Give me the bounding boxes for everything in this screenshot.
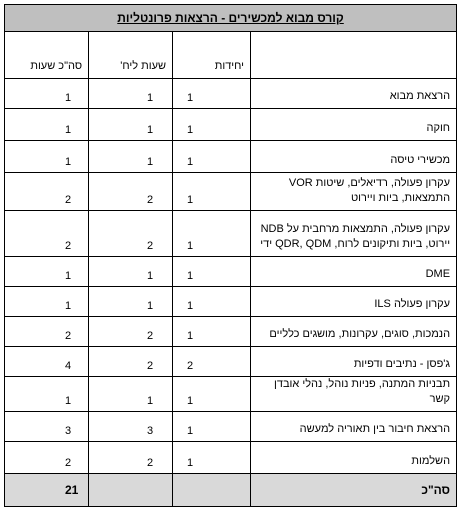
row-units: 1 [173,377,251,412]
row-total-hours: 3 [5,412,89,442]
row-units: 1 [173,141,251,173]
total-label: סה"כ [251,474,457,507]
header-row [5,32,457,79]
header-hours-per-unit: שעות ליח' [89,32,173,79]
row-name-text: חוקה [426,122,451,134]
row-name-text: מכשירי טיסה [390,154,451,166]
table-title-row [5,5,457,32]
table-row [5,412,457,442]
row-total-hours: 2 [5,173,89,211]
row-units: 1 [173,257,251,287]
row-name [251,173,457,211]
row-hours-per-unit: 2 [89,317,173,347]
row-units: 1 [173,211,251,257]
row-name-text: עקרון פעולה, התמצאות מרחבית על NDB יירוט, ביות ותיקונים לרוח, QDR, QDM ידי [260,223,451,250]
row-units: 1 [173,173,251,211]
row-units: 1 [173,317,251,347]
row-total-hours: 1 [5,109,89,141]
row-total-hours: 1 [5,79,89,109]
row-name-text: עקרון פעולה ILS [374,298,451,310]
row-hours-per-unit: 1 [89,287,173,317]
course-table-container [4,4,456,507]
row-units: 1 [173,287,251,317]
row-total-hours: 2 [5,317,89,347]
total-row [5,474,457,507]
row-hours-per-unit: 2 [89,442,173,474]
table-row [5,287,457,317]
row-name [251,287,457,317]
row-total-hours: 2 [5,211,89,257]
row-hours-per-unit: 2 [89,173,173,211]
row-units: 1 [173,79,251,109]
table-row [5,442,457,474]
table-body [5,79,457,474]
total-hours-empty [89,474,173,507]
row-name-text: תבניות המתנה, פניות נוהל, נהלי אובדן קשר [274,378,451,405]
row-name [251,377,457,412]
total-sum: 21 [5,474,89,507]
row-hours-per-unit: 2 [89,347,173,377]
row-total-hours: 4 [5,347,89,377]
row-name [251,442,457,474]
row-name-text: DME [425,268,451,280]
header-units: יחידות [173,32,251,79]
row-name [251,211,457,257]
row-hours-per-unit: 1 [89,257,173,287]
row-hours-per-unit: 1 [89,141,173,173]
table-row [5,79,457,109]
row-total-hours: 2 [5,442,89,474]
row-name [251,317,457,347]
table-title: קורס מבוא למכשירים - הרצאות פרונטליות [5,5,457,32]
row-units: 1 [173,442,251,474]
row-name [251,347,457,377]
row-name-text: עקרון פעולה, רדיאלים, שיטות VOR התמצאות, ביות ויירוט [288,177,451,204]
table-row [5,109,457,141]
table-row [5,211,457,257]
course-hours-table [4,4,457,507]
row-name-text: השלמות [411,455,451,467]
table-row [5,317,457,347]
row-name-text: הרצאת מבוא [389,90,451,102]
row-hours-per-unit: 1 [89,79,173,109]
row-hours-per-unit: 3 [89,412,173,442]
row-units: 2 [173,347,251,377]
row-name [251,412,457,442]
row-name [251,79,457,109]
table-row [5,347,457,377]
row-name-text: ג'פסן - נתיבים ודפיות [353,358,451,370]
row-hours-per-unit: 2 [89,211,173,257]
table-row [5,257,457,287]
row-hours-per-unit: 1 [89,377,173,412]
row-total-hours: 1 [5,141,89,173]
row-name-text: הנמכות, סוגים, עקרונות, מושגים כלליים [269,328,451,340]
table-row [5,141,457,173]
total-units-empty [173,474,251,507]
row-total-hours: 1 [5,257,89,287]
header-name [251,32,457,79]
row-hours-per-unit: 1 [89,109,173,141]
row-name [251,109,457,141]
row-name [251,257,457,287]
table-row [5,377,457,412]
table-row [5,173,457,211]
row-units: 1 [173,412,251,442]
header-total-hours: סה"כ שעות [5,32,89,79]
row-total-hours: 1 [5,377,89,412]
row-name-text: הרצאת חיבור בין תאוריה למעשה [299,423,451,435]
row-units: 1 [173,109,251,141]
row-total-hours: 1 [5,287,89,317]
row-name [251,141,457,173]
